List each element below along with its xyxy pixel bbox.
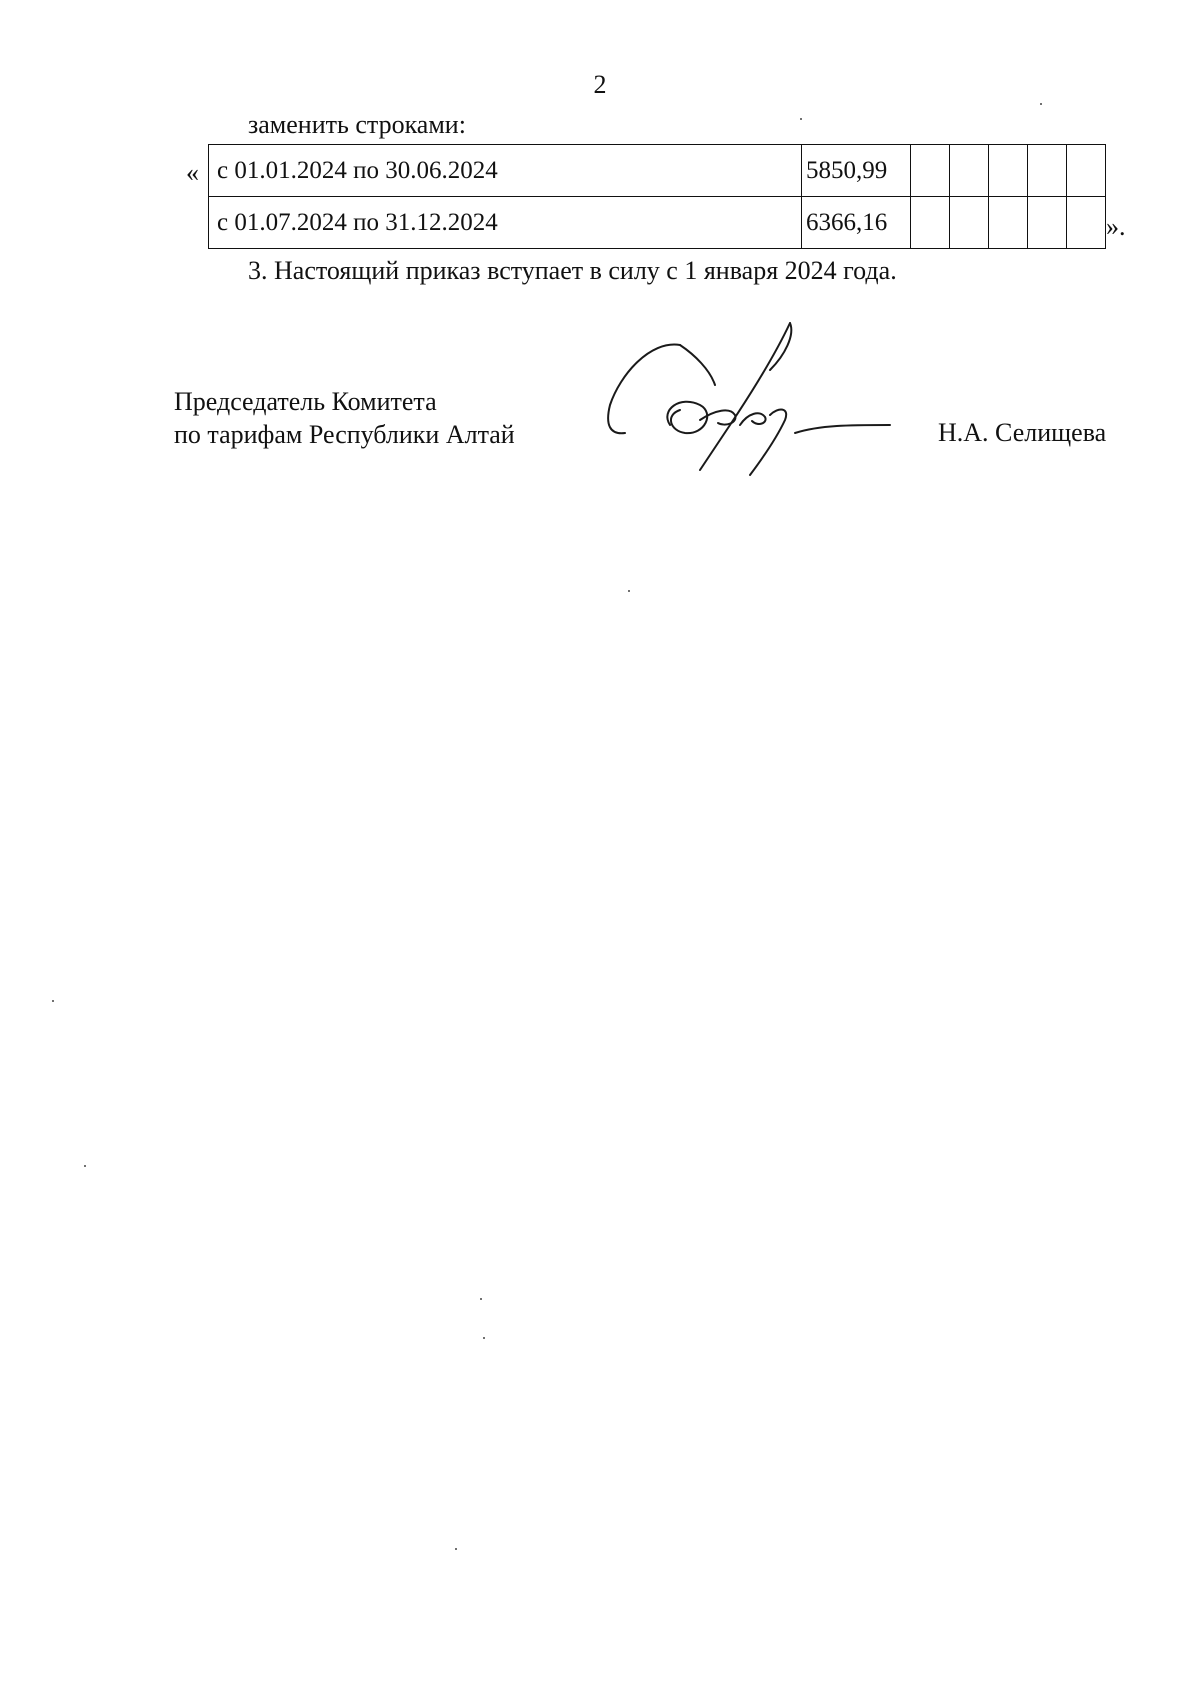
scan-speck [800,118,802,120]
tariff-table [208,144,1106,249]
scan-speck [480,1298,482,1300]
value-cell: 6366,16 [802,197,911,249]
scan-speck [84,1165,86,1167]
table-row [209,197,1106,249]
empty-cell [911,145,950,197]
empty-cell [911,197,950,249]
empty-cell [1067,145,1106,197]
empty-cell [950,197,989,249]
scan-speck [483,1337,485,1339]
empty-cell [950,145,989,197]
handwritten-signature-icon [600,315,900,490]
scan-speck [455,1548,457,1550]
empty-cell [1067,197,1106,249]
table-row [209,145,1106,197]
quote-close: ». [1106,212,1126,241]
period-cell: с 01.01.2024 по 30.06.2024 [209,145,802,197]
value-cell: 5850,99 [802,145,911,197]
scan-speck [1040,103,1042,105]
clause-3: 3. Настоящий приказ вступает в силу с 1 января 2024 года. [248,256,897,285]
position-line-2: по тарифам Республики Алтай [174,420,515,449]
page-number: 2 [593,70,607,99]
scan-speck [628,590,630,592]
signer-name: Н.А. Селищева [938,418,1107,447]
period-cell: с 01.07.2024 по 31.12.2024 [209,197,802,249]
scan-speck [52,1000,54,1002]
position-line-1: Председатель Комитета [174,387,437,416]
intro-text: заменить строками: [248,110,466,139]
empty-cell [1028,197,1067,249]
quote-open: « [186,158,199,187]
empty-cell [989,145,1028,197]
empty-cell [1028,145,1067,197]
signatory-position [174,385,515,451]
empty-cell [989,197,1028,249]
